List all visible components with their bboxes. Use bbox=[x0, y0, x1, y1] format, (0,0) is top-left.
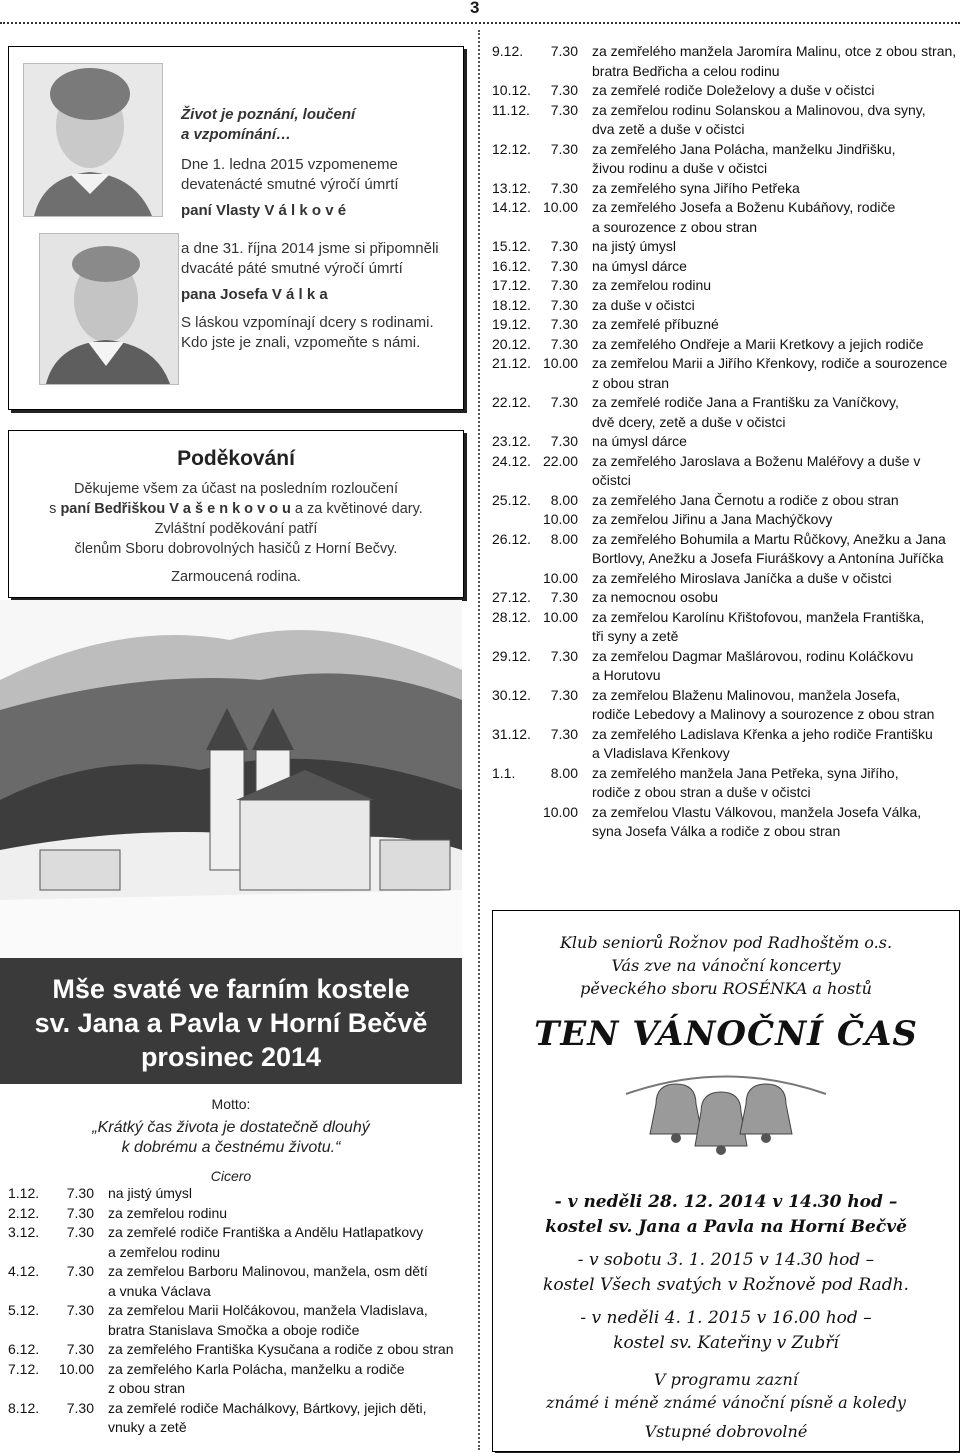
schedule-row bbox=[8, 1360, 460, 1380]
schedule-time: 7.30 bbox=[66, 1341, 94, 1357]
schedule-intention: za zemřelou Karolínu Křištofovou, manžela Františka, bbox=[592, 608, 925, 625]
schedule-intention: za zemřelé rodiče Jana a Františku za Vaníčkovy, bbox=[592, 394, 899, 410]
schedule-date bbox=[492, 62, 536, 82]
schedule-intention: za zemřelou Dagmar Mašlárovou, rodinu Koláčkovu bbox=[592, 647, 914, 664]
schedule-intention: Bortlovy, Anežku a Josefa Fiuráškovy a Antonína Juříčka bbox=[592, 550, 944, 566]
schedule-time bbox=[536, 62, 592, 82]
winter-church-photo bbox=[0, 600, 462, 960]
thanks-title: Poděkování bbox=[177, 447, 295, 470]
schedule-date: 16.12. bbox=[492, 257, 531, 274]
schedule-row bbox=[492, 276, 960, 296]
schedule-row bbox=[492, 374, 960, 394]
schedule-date: 23.12. bbox=[492, 433, 531, 449]
motto-author: Cicero bbox=[210, 1168, 252, 1184]
schedule-row bbox=[492, 764, 960, 784]
schedule-date: 31.12. bbox=[492, 725, 531, 742]
schedule-time bbox=[536, 218, 592, 238]
schedule-row bbox=[492, 783, 960, 803]
schedule-row bbox=[8, 1399, 460, 1419]
schedule-date bbox=[492, 159, 536, 179]
schedule-time bbox=[536, 705, 592, 725]
schedule-time: 7.30 bbox=[550, 335, 578, 352]
schedule-time: 7.30 bbox=[550, 179, 578, 196]
schedule-date bbox=[492, 803, 536, 823]
schedule-time bbox=[536, 627, 592, 647]
schedule-row bbox=[492, 686, 960, 706]
schedule-time bbox=[536, 666, 592, 686]
schedule-date bbox=[8, 1321, 52, 1341]
schedule-date: 27.12. bbox=[492, 589, 531, 605]
schedule-time: 7.30 bbox=[550, 589, 578, 605]
schedule-intention: dva zetě a duše v očistci bbox=[592, 121, 745, 137]
schedule-date: 18.12. bbox=[492, 296, 531, 313]
schedule-date: 11.12. bbox=[492, 101, 530, 118]
top-dotted-rule bbox=[0, 22, 960, 24]
event-1-place: kostel sv. Jana a Pavla na Horní Bečvě bbox=[545, 1217, 907, 1237]
schedule-date: 26.12. bbox=[492, 530, 531, 547]
schedule-time: 7.30 bbox=[550, 238, 578, 254]
program-2: známé i méně známé vánoční písně a koledy bbox=[546, 1393, 906, 1412]
schedule-row bbox=[492, 159, 960, 179]
schedule-intention: za zemřelého Ladislava Křenka a jeho rodiče Františku bbox=[592, 725, 933, 742]
schedule-date bbox=[8, 1282, 52, 1302]
schedule-date bbox=[492, 549, 536, 569]
schedule-row bbox=[8, 1184, 460, 1204]
thanks-line-5: Zarmoucená rodina. bbox=[171, 569, 301, 585]
schedule-time bbox=[536, 120, 592, 140]
schedule-time: 7.30 bbox=[550, 686, 578, 703]
schedule-intention: za zemřelého Ondřeje a Marii Kretkovy a jejich rodiče bbox=[592, 335, 924, 352]
schedule-time: 7.30 bbox=[550, 257, 578, 274]
schedule-date: 14.12. bbox=[492, 199, 531, 215]
schedule-intention: z obou stran bbox=[592, 374, 670, 391]
obit-p2b: dvacáté páté smutné výročí úmrtí bbox=[181, 260, 403, 277]
schedule-row bbox=[492, 510, 960, 530]
schedule-date: 21.12. bbox=[492, 355, 531, 371]
program-1: V programu zazní bbox=[654, 1370, 798, 1389]
schedule-row bbox=[492, 198, 960, 218]
schedule-intention: za zemřelé rodiče Machálkovy, Bártkovy, jejich děti, bbox=[108, 1399, 427, 1416]
schedule-row bbox=[492, 725, 960, 745]
schedule-time: 7.30 bbox=[550, 433, 578, 449]
schedule-date: 6.12. bbox=[8, 1341, 40, 1357]
schedule-intention: na jistý úmysl bbox=[592, 238, 677, 254]
obit-verse-2: a vzpomínání… bbox=[181, 126, 292, 143]
schedule-row bbox=[492, 666, 960, 686]
schedule-date: 7.12. bbox=[8, 1360, 40, 1377]
schedule-row bbox=[492, 803, 960, 823]
schedule-intention: za zemřelou Marii Holčákovou, manžela Vladislava, bbox=[108, 1302, 428, 1318]
motto-quote-1: „Krátký čas života je dostatečně dlouhý bbox=[92, 1119, 370, 1136]
schedule-date: 15.12. bbox=[492, 238, 531, 254]
schedule-left bbox=[8, 1184, 460, 1438]
schedule-time bbox=[536, 413, 592, 433]
schedule-row bbox=[8, 1204, 460, 1224]
schedule-intention: za zemřelou Blaženu Malinovou, manžela Josefa, bbox=[592, 686, 901, 703]
schedule-time: 7.30 bbox=[550, 140, 578, 157]
schedule-time: 7.30 bbox=[66, 1263, 94, 1279]
schedule-date bbox=[492, 120, 536, 140]
motto-quote-2: k dobrému a čestnému životu.“ bbox=[121, 1139, 341, 1156]
schedule-row bbox=[492, 101, 960, 121]
schedule-intention: za zemřelou rodinu Solanskou a Malinovou, dva syny, bbox=[592, 101, 926, 118]
schedule-time bbox=[52, 1282, 108, 1302]
obit-p1a: Dne 1. ledna 2015 vzpomeneme bbox=[181, 156, 398, 173]
schedule-row bbox=[492, 549, 960, 569]
schedule-intention: za zemřelou Jiřinu a Jana Machýčkovy bbox=[592, 511, 833, 527]
column-divider bbox=[478, 30, 480, 1450]
schedule-right bbox=[492, 42, 960, 842]
schedule-date: 12.12. bbox=[492, 140, 531, 157]
obituary-box bbox=[8, 46, 464, 410]
schedule-intention: živou rodinu a duše v očistci bbox=[592, 160, 768, 176]
motto-block bbox=[0, 1096, 462, 1184]
schedule-date: 28.12. bbox=[492, 608, 531, 625]
concert-intro-2: Vás zve na vánoční koncerty bbox=[611, 956, 841, 975]
schedule-intention: a vnuka Václava bbox=[108, 1282, 211, 1299]
schedule-date bbox=[492, 218, 536, 238]
schedule-row bbox=[492, 569, 960, 589]
schedule-intention: a zemřelou rodinu bbox=[108, 1243, 221, 1260]
schedule-row bbox=[492, 335, 960, 355]
obit-p3a: S láskou vzpomínají dcery s rodinami. bbox=[181, 314, 434, 331]
concert-intro-1: Klub seniorů Rožnov pod Radhoštěm o.s. bbox=[559, 933, 893, 952]
schedule-intention: a sourozence z obou stran bbox=[592, 218, 757, 235]
obit-p2a: a dne 31. října 2014 jsme si připomněli bbox=[181, 240, 439, 257]
schedule-row bbox=[492, 530, 960, 550]
schedule-intention: za zemřelou Marii a Jiřího Křenkovy, rodiče a sourozence bbox=[592, 355, 948, 371]
mass-title-2: sv. Jana a Pavla v Horní Bečvě bbox=[34, 1008, 428, 1038]
schedule-row bbox=[492, 491, 960, 511]
schedule-row bbox=[492, 120, 960, 140]
mass-title-3: prosinec 2014 bbox=[140, 1042, 322, 1072]
schedule-row bbox=[492, 315, 960, 335]
event-3-date: - v neděli 4. 1. 2015 v 16.00 hod – bbox=[580, 1308, 872, 1328]
schedule-time bbox=[52, 1379, 108, 1399]
schedule-row bbox=[492, 413, 960, 433]
mass-title-1: Mše svaté ve farním kostele bbox=[52, 974, 410, 1004]
schedule-time: 7.30 bbox=[550, 82, 578, 98]
schedule-row bbox=[492, 218, 960, 238]
schedule-time bbox=[52, 1418, 108, 1438]
schedule-date: 24.12. bbox=[492, 452, 531, 469]
schedule-intention: za zemřelé příbuzné bbox=[592, 316, 719, 332]
schedule-row bbox=[8, 1282, 460, 1302]
schedule-row bbox=[8, 1379, 460, 1399]
schedule-intention: za zemřelého Karla Polácha, manželku a rodiče bbox=[108, 1360, 405, 1377]
obit-name-2: pana Josefa V á l k a bbox=[181, 286, 328, 303]
schedule-intention: za zemřelého manžela Jana Petřeka, syna Jiřího, bbox=[592, 764, 899, 781]
schedule-intention: za zemřelé rodiče Doleželovy a duše v očistci bbox=[592, 82, 875, 98]
schedule-date bbox=[492, 666, 536, 686]
schedule-intention: bratra Stanislava Smočka a oboje rodiče bbox=[108, 1321, 360, 1338]
schedule-row bbox=[492, 393, 960, 413]
schedule-date bbox=[8, 1379, 52, 1399]
schedule-time: 10.00 bbox=[58, 1360, 94, 1377]
schedule-time: 7.30 bbox=[66, 1302, 94, 1318]
schedule-intention: a Vladislava Křenkovy bbox=[592, 745, 730, 761]
schedule-intention: za zemřelého syna Jiřího Petřeka bbox=[592, 179, 800, 196]
obit-verse-1: Život je poznání, loučení bbox=[181, 106, 356, 123]
schedule-date bbox=[492, 374, 536, 394]
obituary-text bbox=[181, 105, 461, 353]
schedule-date bbox=[492, 783, 536, 803]
schedule-date: 22.12. bbox=[492, 394, 531, 410]
schedule-time: 7.30 bbox=[550, 277, 578, 293]
schedule-date: 13.12. bbox=[492, 179, 531, 196]
schedule-time: 10.00 bbox=[542, 199, 578, 215]
motto-label: Motto: bbox=[211, 1096, 251, 1112]
schedule-row bbox=[8, 1340, 460, 1360]
schedule-intention: dvě dcery, zetě a duše v očistci bbox=[592, 413, 786, 430]
schedule-row bbox=[492, 452, 960, 491]
schedule-date bbox=[492, 744, 536, 764]
schedule-row bbox=[492, 705, 960, 725]
schedule-time bbox=[536, 374, 592, 394]
schedule-time bbox=[52, 1321, 108, 1341]
schedule-intention: za zemřelého manžela Jaromíra Malinu, otce z obou stran, bbox=[592, 43, 957, 59]
schedule-time: 7.30 bbox=[550, 725, 578, 742]
schedule-date: 9.12. bbox=[492, 43, 524, 59]
thanks-line-2: s paní Bedřiškou V a š e n k o v o u a za květinové dary. bbox=[49, 501, 423, 517]
schedule-date bbox=[492, 510, 536, 530]
schedule-date: 29.12. bbox=[492, 647, 531, 664]
schedule-time: 8.00 bbox=[550, 491, 578, 508]
mass-header bbox=[0, 958, 462, 1084]
schedule-time bbox=[536, 549, 592, 569]
schedule-row bbox=[492, 744, 960, 764]
schedule-intention: na úmysl dárce bbox=[592, 433, 687, 449]
schedule-row bbox=[492, 42, 960, 62]
schedule-date bbox=[492, 627, 536, 647]
schedule-time: 7.30 bbox=[66, 1224, 94, 1240]
schedule-date: 4.12. bbox=[8, 1263, 40, 1279]
schedule-intention: za zemřelého Jana Polácha, manželku Jindřišku, bbox=[592, 140, 896, 157]
schedule-date: 10.12. bbox=[492, 82, 531, 98]
schedule-date: 1.1. bbox=[492, 764, 516, 781]
schedule-time: 10.00 bbox=[542, 355, 578, 371]
schedule-intention: za zemřelého Bohumila a Martu Růčkovy, Anežku a Jana bbox=[592, 530, 946, 547]
schedule-row bbox=[492, 140, 960, 160]
schedule-date: 1.12. bbox=[8, 1185, 40, 1201]
schedule-time: 7.30 bbox=[550, 394, 578, 410]
schedule-row bbox=[492, 822, 960, 842]
schedule-row bbox=[492, 608, 960, 628]
schedule-intention: syna Josefa Válka a rodiče z obou stran bbox=[592, 823, 841, 839]
schedule-intention: za zemřelou Vlastu Válkovou, manžela Josefa Válka, bbox=[592, 803, 922, 820]
concert-box bbox=[492, 910, 960, 1452]
schedule-date: 8.12. bbox=[8, 1399, 40, 1416]
schedule-row bbox=[492, 627, 960, 647]
schedule-date: 20.12. bbox=[492, 335, 531, 352]
schedule-time: 7.30 bbox=[66, 1204, 94, 1221]
schedule-row bbox=[492, 179, 960, 199]
schedule-row bbox=[492, 257, 960, 277]
schedule-intention: za zemřelé rodiče Františka a Andělu Hatlapatkovy bbox=[108, 1224, 424, 1240]
schedule-intention: za zemřelého Františka Kysučana a rodiče z obou stran bbox=[108, 1341, 454, 1357]
schedule-row bbox=[492, 647, 960, 667]
schedule-date bbox=[8, 1418, 52, 1438]
schedule-row bbox=[492, 432, 960, 452]
schedule-row bbox=[492, 81, 960, 101]
schedule-time: 22.00 bbox=[542, 452, 578, 469]
schedule-row bbox=[8, 1301, 460, 1321]
concert-intro-3: pěveckého sboru ROSÉNKA a hostů bbox=[580, 979, 872, 998]
schedule-row bbox=[492, 354, 960, 374]
schedule-intention: rodiče Lebedovy a Malinovy a sourozence z obou stran bbox=[592, 706, 935, 722]
thanks-line-4: členům Sboru dobrovolných hasičů z Horní Bečvy. bbox=[74, 541, 398, 557]
event-2-date: - v sobotu 3. 1. 2015 v 14.30 hod – bbox=[577, 1250, 875, 1270]
schedule-intention: bratra Bedřicha a celou rodinu bbox=[592, 62, 780, 79]
schedule-time: 10.00 bbox=[542, 569, 578, 586]
schedule-time: 7.30 bbox=[66, 1185, 94, 1201]
schedule-time: 7.30 bbox=[550, 647, 578, 664]
obit-p1b: devatenácté smutné výročí úmrtí bbox=[181, 176, 399, 193]
schedule-intention: rodiče z obou stran a duše v očistci bbox=[592, 784, 811, 800]
schedule-date bbox=[8, 1243, 52, 1263]
schedule-time: 7.30 bbox=[550, 101, 578, 118]
bells-icon bbox=[493, 1064, 959, 1174]
event-1-date: - v neděli 28. 12. 2014 v 14.30 hod – bbox=[554, 1192, 898, 1212]
schedule-time bbox=[536, 783, 592, 803]
schedule-intention: na jistý úmysl bbox=[108, 1185, 193, 1201]
schedule-time: 7.30 bbox=[66, 1399, 94, 1416]
schedule-intention: a Horutovu bbox=[592, 667, 661, 683]
event-2-place: kostel Všech svatých v Rožnově pod Radh. bbox=[543, 1275, 909, 1295]
schedule-intention: vnuky a zetě bbox=[108, 1419, 187, 1435]
schedule-date bbox=[492, 413, 536, 433]
schedule-date: 25.12. bbox=[492, 491, 531, 508]
schedule-time: 10.00 bbox=[542, 511, 578, 527]
schedule-date bbox=[492, 569, 536, 589]
thanks-box bbox=[8, 430, 464, 598]
schedule-intention: z obou stran bbox=[108, 1380, 186, 1396]
schedule-time: 7.30 bbox=[550, 316, 578, 332]
schedule-row bbox=[8, 1243, 460, 1263]
schedule-date: 19.12. bbox=[492, 316, 531, 332]
schedule-row bbox=[8, 1262, 460, 1282]
schedule-date: 5.12. bbox=[8, 1302, 40, 1318]
schedule-date: 2.12. bbox=[8, 1204, 40, 1221]
obit-p3b: Kdo jste je znali, vzpomeňte s námi. bbox=[181, 334, 421, 351]
schedule-row bbox=[492, 296, 960, 316]
schedule-row bbox=[8, 1321, 460, 1341]
schedule-row bbox=[492, 62, 960, 82]
schedule-intention: za zemřelého Miroslava Janíčka a duše v očistci bbox=[592, 569, 892, 586]
schedule-date bbox=[492, 822, 536, 842]
portrait-photo-woman bbox=[23, 63, 163, 217]
schedule-intention: za zemřelého Jana Černotu a rodiče z obou stran bbox=[592, 491, 899, 508]
schedule-time bbox=[52, 1243, 108, 1263]
thanks-line-3: Zvláštní poděkování patří bbox=[154, 521, 318, 537]
schedule-time: 10.00 bbox=[542, 608, 578, 625]
schedule-row bbox=[492, 237, 960, 257]
admission: Vstupné dobrovolné bbox=[644, 1422, 808, 1441]
schedule-intention: za duše v očistci bbox=[592, 296, 695, 313]
schedule-time bbox=[536, 744, 592, 764]
page-number: 3 bbox=[470, 0, 480, 17]
schedule-time: 10.00 bbox=[542, 803, 578, 820]
schedule-intention: za zemřelou rodinu bbox=[108, 1204, 228, 1221]
schedule-intention: na úmysl dárce bbox=[592, 257, 687, 274]
schedule-intention: za zemřelého Jaroslava a Boženu Maléřovy a duše v očistci bbox=[592, 452, 921, 488]
schedule-row bbox=[8, 1223, 460, 1243]
schedule-time: 7.30 bbox=[550, 296, 578, 313]
concert-title: TEN VÁNOČNÍ ČAS bbox=[534, 1014, 918, 1054]
schedule-date bbox=[492, 705, 536, 725]
schedule-date: 3.12. bbox=[8, 1224, 40, 1240]
obit-name-1: paní Vlasty V á l k o v é bbox=[181, 202, 347, 219]
schedule-time bbox=[536, 159, 592, 179]
schedule-time bbox=[536, 822, 592, 842]
schedule-date: 17.12. bbox=[492, 277, 531, 293]
schedule-row bbox=[492, 588, 960, 608]
thanks-line-1: Děkujeme všem za účast na posledním rozloučení bbox=[74, 481, 398, 497]
schedule-date: 30.12. bbox=[492, 686, 531, 703]
event-3-place: kostel sv. Kateřiny v Zubří bbox=[613, 1333, 839, 1353]
schedule-time: 8.00 bbox=[550, 764, 578, 781]
schedule-intention: tři syny a zetě bbox=[592, 628, 679, 644]
schedule-intention: za zemřelou Barboru Malinovou, manžela, osm dětí bbox=[108, 1263, 428, 1279]
portrait-photo-man bbox=[39, 233, 179, 385]
schedule-time: 7.30 bbox=[550, 43, 578, 59]
schedule-row bbox=[8, 1418, 460, 1438]
schedule-time: 8.00 bbox=[550, 530, 578, 547]
schedule-intention: za zemřelou rodinu bbox=[592, 277, 712, 293]
schedule-intention: za nemocnou osobu bbox=[592, 589, 719, 605]
schedule-intention: za zemřelého Josefa a Boženu Kubáňovy, rodiče bbox=[592, 199, 896, 215]
